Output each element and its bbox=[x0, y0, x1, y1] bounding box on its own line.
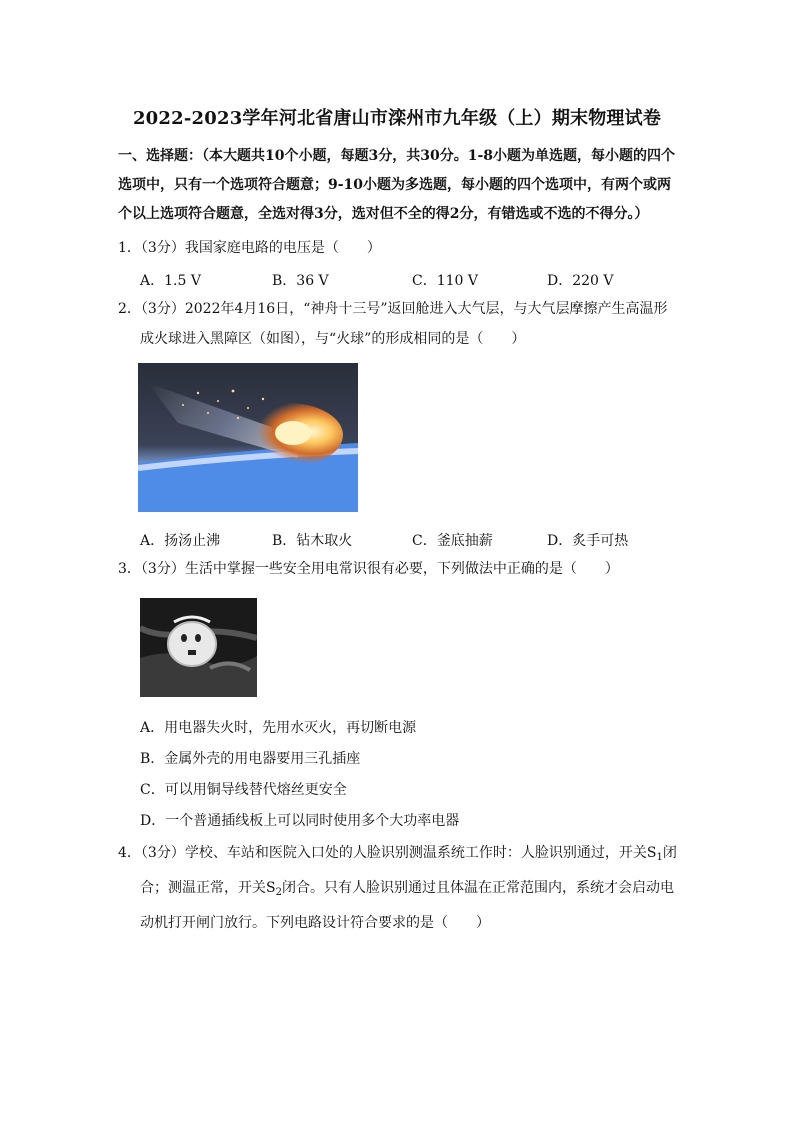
section-heading: 一、选择题：（本大题共10个小题，每题3分，共30分。1-8小题为单选题，每小题的四个选项中，只有一个选项符合题意；9-10小题为多选题，每小题的四个选项中，有两个或两个以上选项符合题意，全选对得3分，选对但不全的得2分，有错选或不选的不得分。） bbox=[118, 148, 675, 222]
question-3 bbox=[118, 554, 680, 584]
question-score: （3分） bbox=[140, 301, 185, 317]
question-score: （3分） bbox=[140, 561, 185, 577]
question-number: 4． bbox=[118, 845, 141, 861]
question-stem: 2022年4月16日，“神舟十三号”返回舱进入大气层，与大气层摩擦产生高温形成火球进入黑障区（如图），与“火球”的形成相同的是（ ） bbox=[140, 301, 668, 347]
question-stem: 学校、车站和医院入口处的人脸识别测温系统工作时：人脸识别通过，开关S bbox=[184, 845, 657, 861]
question-stem: 我国家庭电路的电压是（ ） bbox=[184, 240, 381, 256]
question-number: 3． bbox=[118, 561, 141, 577]
question-stem: 闭合；测温正常，开关S bbox=[140, 845, 677, 896]
option-c: C．110 V bbox=[412, 273, 478, 289]
option-d: D．一个普通插线板上可以同时使用多个大功率电器 bbox=[140, 813, 460, 829]
option-c: C．可以用铜导线替代熔丝更安全 bbox=[140, 782, 347, 798]
option-a: A．用电器失火时，先用水灭火，再切断电源 bbox=[140, 720, 417, 736]
question-stem: 闭合。只有人脸识别通过且体温在正常范围内，系统才会启动电动机打开闸门放行。下列电路设计符合要求的是（ ） bbox=[140, 880, 674, 931]
question-score: （3分） bbox=[140, 240, 185, 256]
option-a: A．1.5 V bbox=[140, 273, 201, 289]
option-d: D．炙手可热 bbox=[547, 533, 629, 549]
subscript: 2 bbox=[275, 887, 282, 898]
option-c: C．釜底抽薪 bbox=[412, 533, 493, 549]
option-a: A．扬汤止沸 bbox=[140, 533, 221, 549]
option-b: B．钻木取火 bbox=[272, 533, 353, 549]
question-1 bbox=[118, 233, 680, 263]
option-b: B．金属外壳的用电器要用三孔插座 bbox=[140, 751, 361, 767]
question-2 bbox=[118, 294, 680, 354]
question-number: 1． bbox=[118, 240, 141, 256]
subscript: 1 bbox=[656, 852, 663, 863]
electric-socket-image bbox=[140, 598, 257, 697]
page-title: 2022-2023学年河北省唐山市滦州市九年级（上）期末物理试卷 bbox=[132, 108, 662, 129]
question-stem: 生活中掌握一些安全用电常识很有必要，下列做法中正确的是（ ） bbox=[184, 561, 619, 577]
question-score: （3分） bbox=[140, 845, 185, 861]
question-4 bbox=[118, 838, 680, 938]
option-d: D．220 V bbox=[547, 273, 614, 289]
option-b: B．36 V bbox=[272, 273, 329, 289]
question-number: 2． bbox=[118, 301, 141, 317]
capsule-fireball-image bbox=[138, 363, 358, 512]
